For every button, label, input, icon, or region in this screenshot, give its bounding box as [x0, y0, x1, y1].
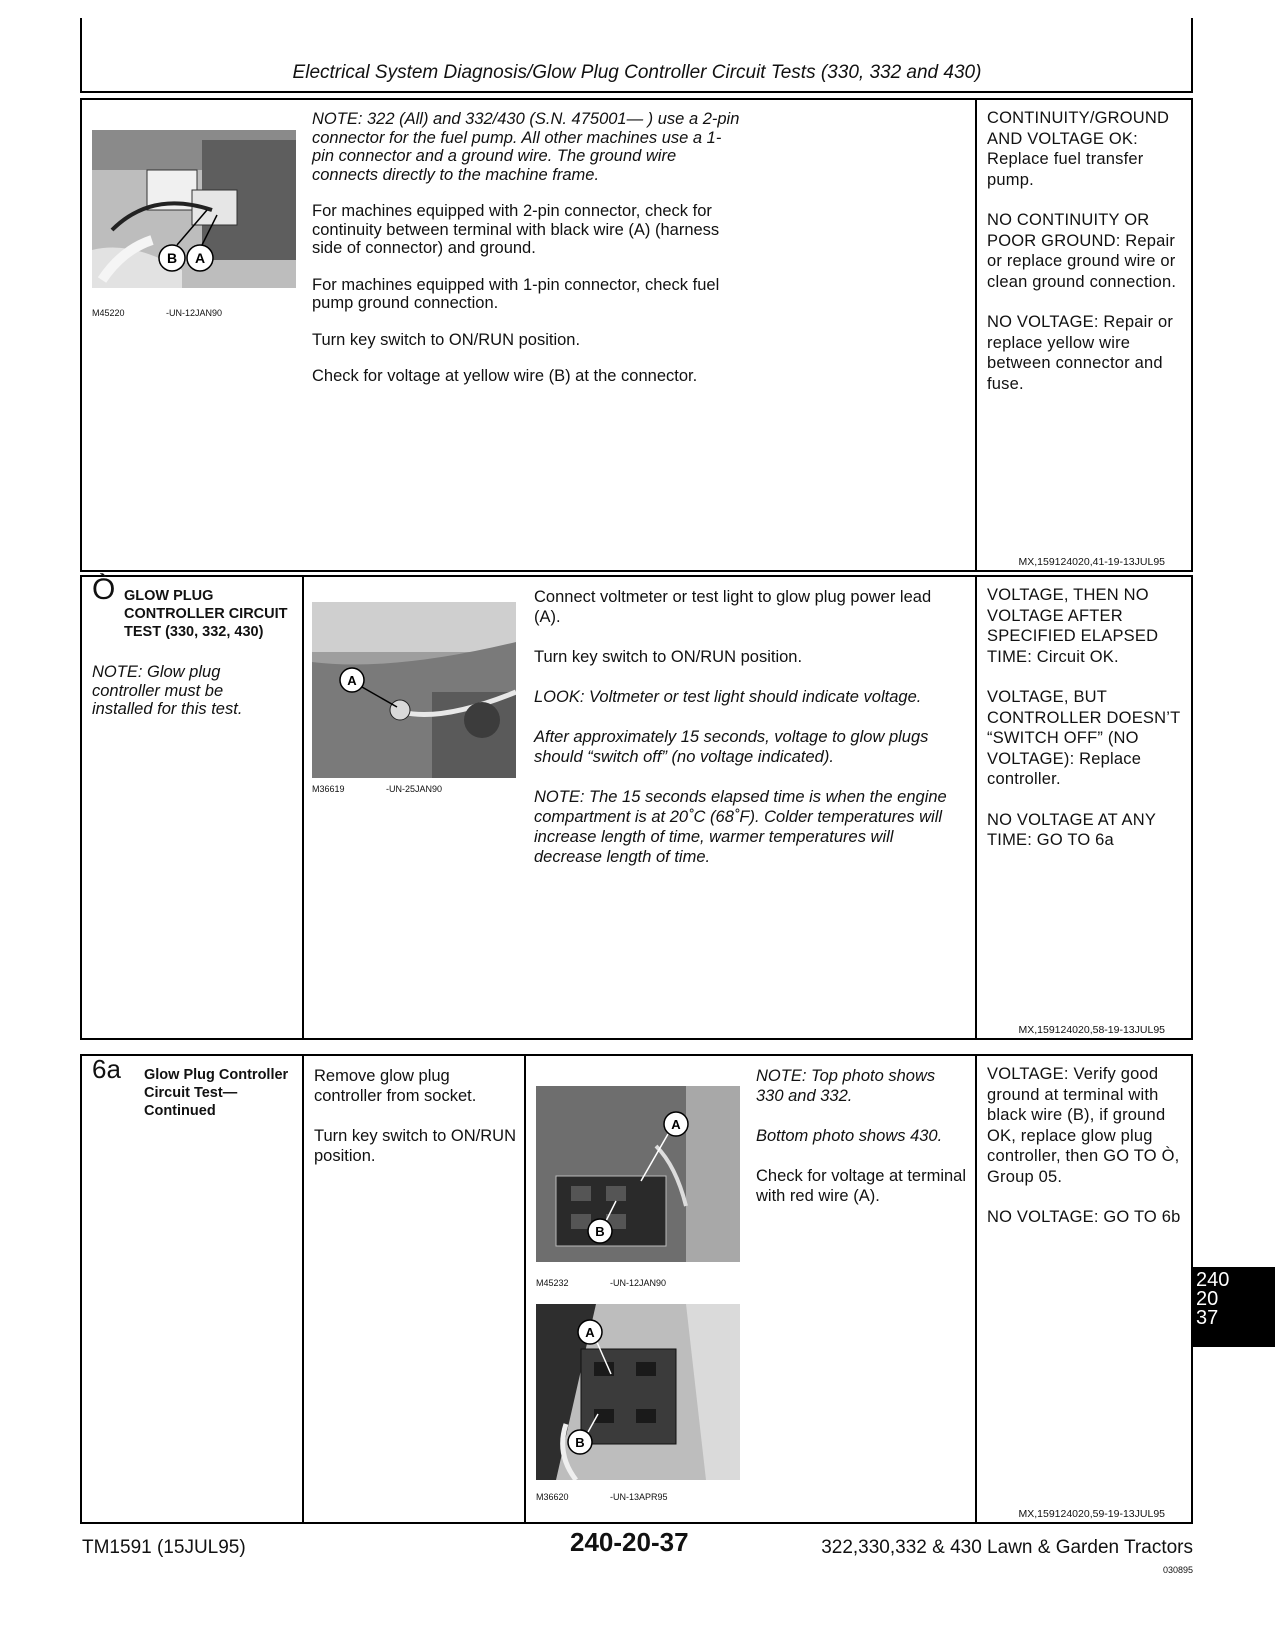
block3-title: Glow Plug Controller Circuit Test—Continued: [144, 1067, 289, 1119]
tab-line-2: 20: [1196, 1288, 1219, 1310]
svg-text:A: A: [347, 673, 357, 688]
block3-result-1: VOLTAGE: Verify good ground at terminal with black wire (B), if ground OK, replace glow plug controller, then GO TO Ò, Group 05.: [987, 1065, 1180, 1186]
block3-step-1: Remove glow plug controller from socket.: [314, 1067, 477, 1105]
block2-note-elapsed: NOTE: The 15 seconds elapsed time is when the engine compartment is at 20˚C (68˚F). Colder temperatures will increase length of time, warmer temperatures will decrease length of time.: [534, 788, 947, 866]
block1-photo-caption: [92, 308, 223, 318]
block1-results: [975, 100, 1191, 570]
block2-step-1: Connect voltmeter or test light to glow plug power lead (A).: [534, 588, 932, 626]
block2-result-3: NO VOLTAGE AT ANY TIME: GO TO 6a: [987, 810, 1156, 849]
block1-step-4: Check for voltage at yellow wire (B) at the connector.: [312, 367, 698, 385]
block2-results: [975, 577, 1191, 1038]
block3-note-bottom: Bottom photo shows 430.: [756, 1127, 943, 1145]
block2-photo: [312, 602, 516, 778]
test-block-glow-plug-controller: [80, 575, 1193, 1040]
caption-id: M45220: [92, 308, 125, 318]
block1-step-1: For machines equipped with 2-pin connector, check for continuity between terminal with black wire (A) (harness side of connector) and ground.: [312, 202, 720, 257]
block2-title: GLOW PLUG CONTROLLER CIRCUIT TEST (330, 332, 430): [124, 588, 288, 640]
controller-socket-330-332-image: [536, 1086, 740, 1262]
block3-check: Check for voltage at terminal with red wire (A).: [756, 1167, 967, 1205]
caption-id: M45232: [536, 1278, 569, 1288]
caption-date: -UN-12JAN90: [166, 308, 223, 318]
block2-title-cell: [82, 573, 302, 1038]
footer-code: 030895: [1162, 1565, 1193, 1575]
page-title: Electrical System Diagnosis/Glow Plug Controller Circuit Tests (330, 332 and 430): [292, 62, 982, 83]
block3-photo-cell: [524, 1056, 975, 1522]
block2-result-1: VOLTAGE, THEN NO VOLTAGE AFTER SPECIFIED ELAPSED TIME: Circuit OK.: [987, 586, 1159, 666]
block1-result-1: CONTINUITY/GROUND AND VOLTAGE OK: Replace fuel transfer pump.: [987, 109, 1170, 189]
block2-switch-off: After approximately 15 seconds, voltage to glow plugs should “switch off” (no voltage indicated).: [534, 728, 929, 766]
block3-reference: MX,159124020,59-19-13JUL95: [1018, 1508, 1165, 1520]
block2-step-2: Turn key switch to ON/RUN position.: [534, 648, 803, 666]
block3-results: [975, 1056, 1191, 1522]
step-number: 6a: [92, 1054, 121, 1084]
block3-photo-bottom-caption: [536, 1492, 668, 1502]
svg-text:B: B: [166, 250, 178, 266]
block3-photo-top: [536, 1086, 740, 1262]
block1-note: NOTE: 322 (All) and 332/430 (S.N. 475001— ) use a 2-pin connector for the fuel pump. All other machines use a 1-pin connector and a ground wire. The ground wire connects directly to the machine frame.: [312, 110, 740, 184]
block3-result-2: NO VOLTAGE: GO TO 6b: [987, 1208, 1181, 1226]
block2-instructions: [534, 577, 964, 1038]
block3-photo-notes: [756, 1066, 966, 1224]
step-symbol: Ò: [92, 573, 116, 606]
block1-reference: MX,159124020,41-19-13JUL95: [1018, 556, 1165, 568]
header-bottom-rule: [80, 91, 1193, 93]
glow-plug-lead-image: [312, 602, 516, 778]
block1-result-2: NO CONTINUITY OR POOR GROUND: Repair or replace ground wire or clean ground connection.: [987, 211, 1177, 291]
block3-photo-top-caption: [536, 1278, 667, 1288]
footer-page-number: 240-20-37: [570, 1527, 689, 1557]
block2-note: NOTE: Glow plug controller must be installed for this test.: [92, 663, 243, 718]
tab-line-1: 240: [1196, 1269, 1230, 1291]
block3-step-2: Turn key switch to ON/RUN position.: [314, 1127, 517, 1165]
block2-result-2: VOLTAGE, BUT CONTROLLER DOESN’T “SWITCH OFF” (NO VOLTAGE): Replace controller.: [987, 688, 1181, 788]
block3-note-top: NOTE: Top photo shows 330 and 332.: [756, 1067, 936, 1105]
svg-text:A: A: [671, 1117, 681, 1132]
block1-result-3: NO VOLTAGE: Repair or replace yellow wire between connector and fuse.: [987, 313, 1174, 393]
block1-step-3: Turn key switch to ON/RUN position.: [312, 330, 581, 349]
tab-line-3: 37: [1196, 1307, 1219, 1329]
block2-look: LOOK: Voltmeter or test light should indicate voltage.: [534, 688, 922, 706]
block1-instructions: [312, 100, 922, 570]
svg-text:A: A: [585, 1325, 595, 1340]
test-block-fuel-pump: [80, 98, 1193, 572]
section-tab: [1192, 1267, 1275, 1347]
fuel-pump-connector-image: [92, 130, 296, 288]
block3-title-cell: [82, 1056, 302, 1522]
controller-socket-430-image: [536, 1304, 740, 1480]
caption-date: -UN-25JAN90: [386, 784, 443, 794]
test-block-6a: [80, 1054, 1193, 1524]
block1-photo: [92, 130, 296, 288]
footer-product: 322,330,332 & 430 Lawn & Garden Tractors: [821, 1537, 1193, 1558]
block3-instructions: [302, 1056, 524, 1522]
caption-id: M36619: [312, 784, 345, 794]
caption-date: -UN-12JAN90: [610, 1278, 667, 1288]
block1-photo-cell: [82, 100, 302, 570]
footer-manual-id: TM1591 (15JUL95): [82, 1537, 246, 1558]
caption-id: M36620: [536, 1492, 569, 1502]
block3-photo-bottom: [536, 1304, 740, 1480]
block2-reference: MX,159124020,58-19-13JUL95: [1018, 1024, 1165, 1036]
caption-date: -UN-13APR95: [610, 1492, 668, 1502]
svg-text:B: B: [575, 1435, 585, 1450]
svg-text:A: A: [194, 250, 206, 266]
svg-text:B: B: [595, 1224, 605, 1239]
block2-photo-cell: [302, 577, 524, 1038]
block2-photo-caption: [312, 784, 443, 794]
block1-step-2: For machines equipped with 1-pin connector, check fuel pump ground connection.: [312, 275, 720, 312]
